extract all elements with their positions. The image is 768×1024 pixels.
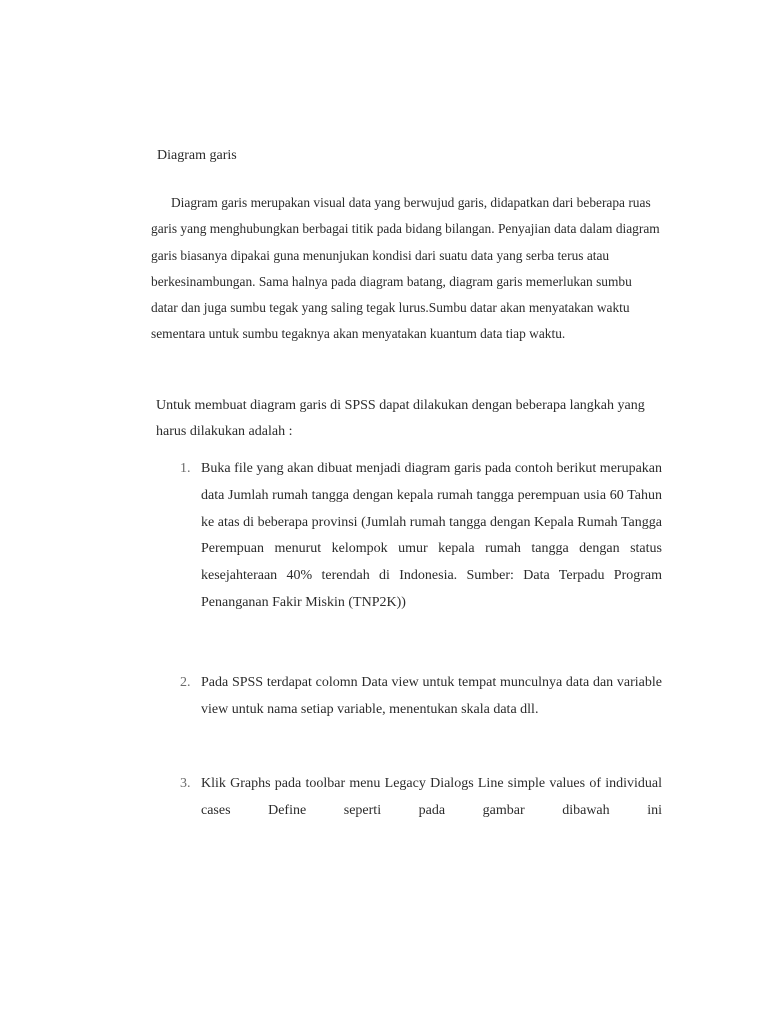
list-item-number: 3. xyxy=(180,776,191,791)
steps-intro-paragraph: Untuk membuat diagram garis di SPSS dapat dilakukan dengan beberapa langkah yang harus dilakukan adalah : xyxy=(156,398,645,439)
list-item-text: Pada SPSS terdapat colomn Data view untuk tempat munculnya data dan variable view untuk nama setiap variable, menentukan skala data dll. xyxy=(201,675,662,717)
list-item-number: 1. xyxy=(180,461,191,476)
list-item xyxy=(180,670,662,724)
list-item xyxy=(180,456,662,617)
list-item-text: Klik Graphs pada toolbar menu Legacy Dialogs Line simple values of individual cases Define seperti pada gambar dibawah ini xyxy=(201,776,662,818)
list-item xyxy=(180,771,662,825)
intro-paragraph: Diagram garis merupakan visual data yang berwujud garis, didapatkan dari beberapa ruas garis yang menghubungkan berbagai titik pada bidang bilangan. Penyajian data dalam diagram garis biasanya dipakai guna menunjukan kondisi dari suatu data yang serba terus atau berkesinambungan. Sama halnya pada diagram batang, diagram garis memerlukan sumbu datar dan juga sumbu tegak yang saling tegak lurus.Sumbu datar akan menyatakan waktu sementara untuk sumbu tegaknya akan menyatakan kuantum data tiap waktu. xyxy=(151,195,660,342)
list-item-text: Buka file yang akan dibuat menjadi diagram garis pada contoh berikut merupakan data Jumlah rumah tangga dengan kepala rumah tangga perempuan usia 60 Tahun ke atas di beberapa provinsi (Jumlah rumah tangga dengan Kepala Rumah Tangga Perempuan menurut kelompok umur kepala rumah tangga dengan status kesejahteraan 40% terendah di Indonesia. Sumber: Data Terpadu Program Penanganan Fakir Miskin (TNP2K)) xyxy=(201,461,662,610)
page-title: Diagram garis xyxy=(157,148,237,163)
list-item-number: 2. xyxy=(180,675,191,690)
